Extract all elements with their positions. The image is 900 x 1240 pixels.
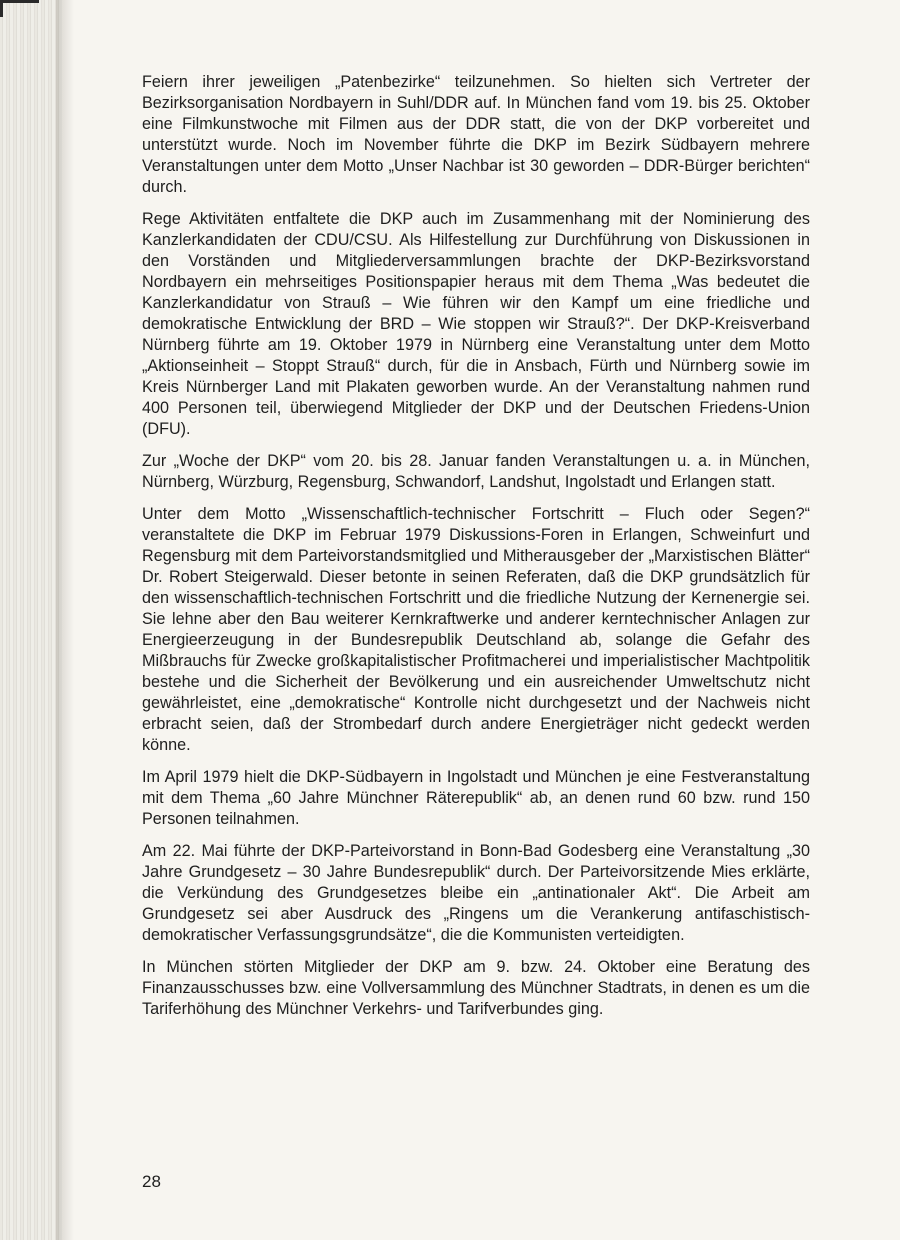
page-number: 28 — [142, 1172, 161, 1191]
paragraph: Am 22. Mai führte der DKP-Parteivorstand in Bonn-Bad Godesberg eine Veranstaltung „30 Jahre Grundgesetz – 30 Jahre Bundesrepublik“ durch. Der Parteivorsitzende Mies erklärte, die Verkündung des Grundgesetzes bleibe ein „antinationaler Akt“. Die Arbeit am Grundgesetz sei aber Ausdruck des „Ringens um die Verankerung antifaschistisch-demokratischer Verfassungsgrundsätze“, die die Kommunisten verteidigten. — [142, 842, 810, 944]
paragraph: Zur „Woche der DKP“ vom 20. bis 28. Januar fanden Veranstaltungen u. a. in München, Nürnberg, Würzburg, Regensburg, Schwandorf, Landshut, Ingolstadt und Erlangen statt. — [142, 452, 810, 491]
paragraph: In München störten Mitglieder der DKP am 9. bzw. 24. Oktober eine Beratung des Finanzausschusses bzw. eine Vollversammlung des Münchner Stadtrats, in denen es um die Tariferhöhung des Münchner Verkehrs- und Tarifverbundes ging. — [142, 958, 810, 1018]
paragraph: Rege Aktivitäten entfaltete die DKP auch im Zusammenhang mit der Nominierung des Kanzlerkandidaten der CDU/CSU. Als Hilfestellung zur Durchführung von Diskussionen in den Vorständen und Mitgliederversammlungen brachte der DKP-Bezirksvorstand Nordbayern ein mehrseitiges Positionspapier heraus mit dem Thema „Was bedeutet die Kanzlerkandidatur von Strauß – Wie führen wir den Kampf um eine friedliche und demokratische Entwicklung der BRD – Wie stoppen wir Strauß?“. Der DKP-Kreisverband Nürnberg führte am 19. Oktober 1979 in Nürnberg eine Veranstaltung unter dem Motto „Aktionseinheit – Stoppt Strauß“ durch, für die in Ansbach, Fürth und Nürnberg sowie im Kreis Nürnberger Land mit Plakaten geworben wurde. An der Veranstaltung nahmen rund 400 Personen teil, überwiegend Mitglieder der DKP und der Deutschen Friedens-Union (DFU). — [142, 210, 810, 438]
binding-edge — [0, 0, 62, 1240]
paragraph: Im April 1979 hielt die DKP-Südbayern in Ingolstadt und München je eine Festveranstaltung mit dem Thema „60 Jahre Münchner Räterepublik“ ab, an denen rund 60 bzw. rund 150 Personen teilnahmen. — [142, 768, 810, 828]
binding-shadow — [56, 0, 74, 1240]
paragraph: Unter dem Motto „Wissenschaftlich-technischer Fortschritt – Fluch oder Segen?“ veranstaltete die DKP im Februar 1979 Diskussions-Foren in Erlangen, Schweinfurt und Regensburg mit dem Parteivorstandsmitglied und Mitherausgeber der „Marxistischen Blätter“ Dr. Robert Steigerwald. Dieser betonte in seinen Referaten, daß die DKP grundsätzlich für den wissenschaftlich-technischen Fortschritt und die friedliche Nutzung der Kernenergie sei. Sie lehne aber den Bau weiterer Kernkraftwerke und anderer kerntechnischer Anlagen zur Energieerzeugung in der Bundesrepublik Deutschland ab, solange die Gefahr des Mißbrauchs für Zwecke großkapitalistischer Profitmacherei und imperialistischer Machtpolitik bestehe und die Sicherheit der Bevölkerung und ein ausreichender Umweltschutz nicht gewährleistet, eine „demokratische“ Kontrolle nicht durchgesetzt und der Nachweis nicht erbracht seien, daß der Strombedarf durch andere Energieträger nicht gedeckt werden könne. — [142, 505, 810, 754]
body-text — [142, 72, 810, 1031]
crop-corner-mark — [0, 0, 39, 17]
paragraph: Feiern ihrer jeweiligen „Patenbezirke“ teilzunehmen. So hielten sich Vertreter der Bezirksorganisation Nordbayern in Suhl/DDR auf. In München fand vom 19. bis 25. Oktober eine Filmkunstwoche mit Filmen aus der DDR statt, die von der DKP vorbereitet und unterstützt wurde. Noch im November führte die DKP im Bezirk Südbayern mehrere Veranstaltungen unter dem Motto „Unser Nachbar ist 30 geworden – DDR-Bürger berichten“ durch. — [142, 73, 810, 196]
